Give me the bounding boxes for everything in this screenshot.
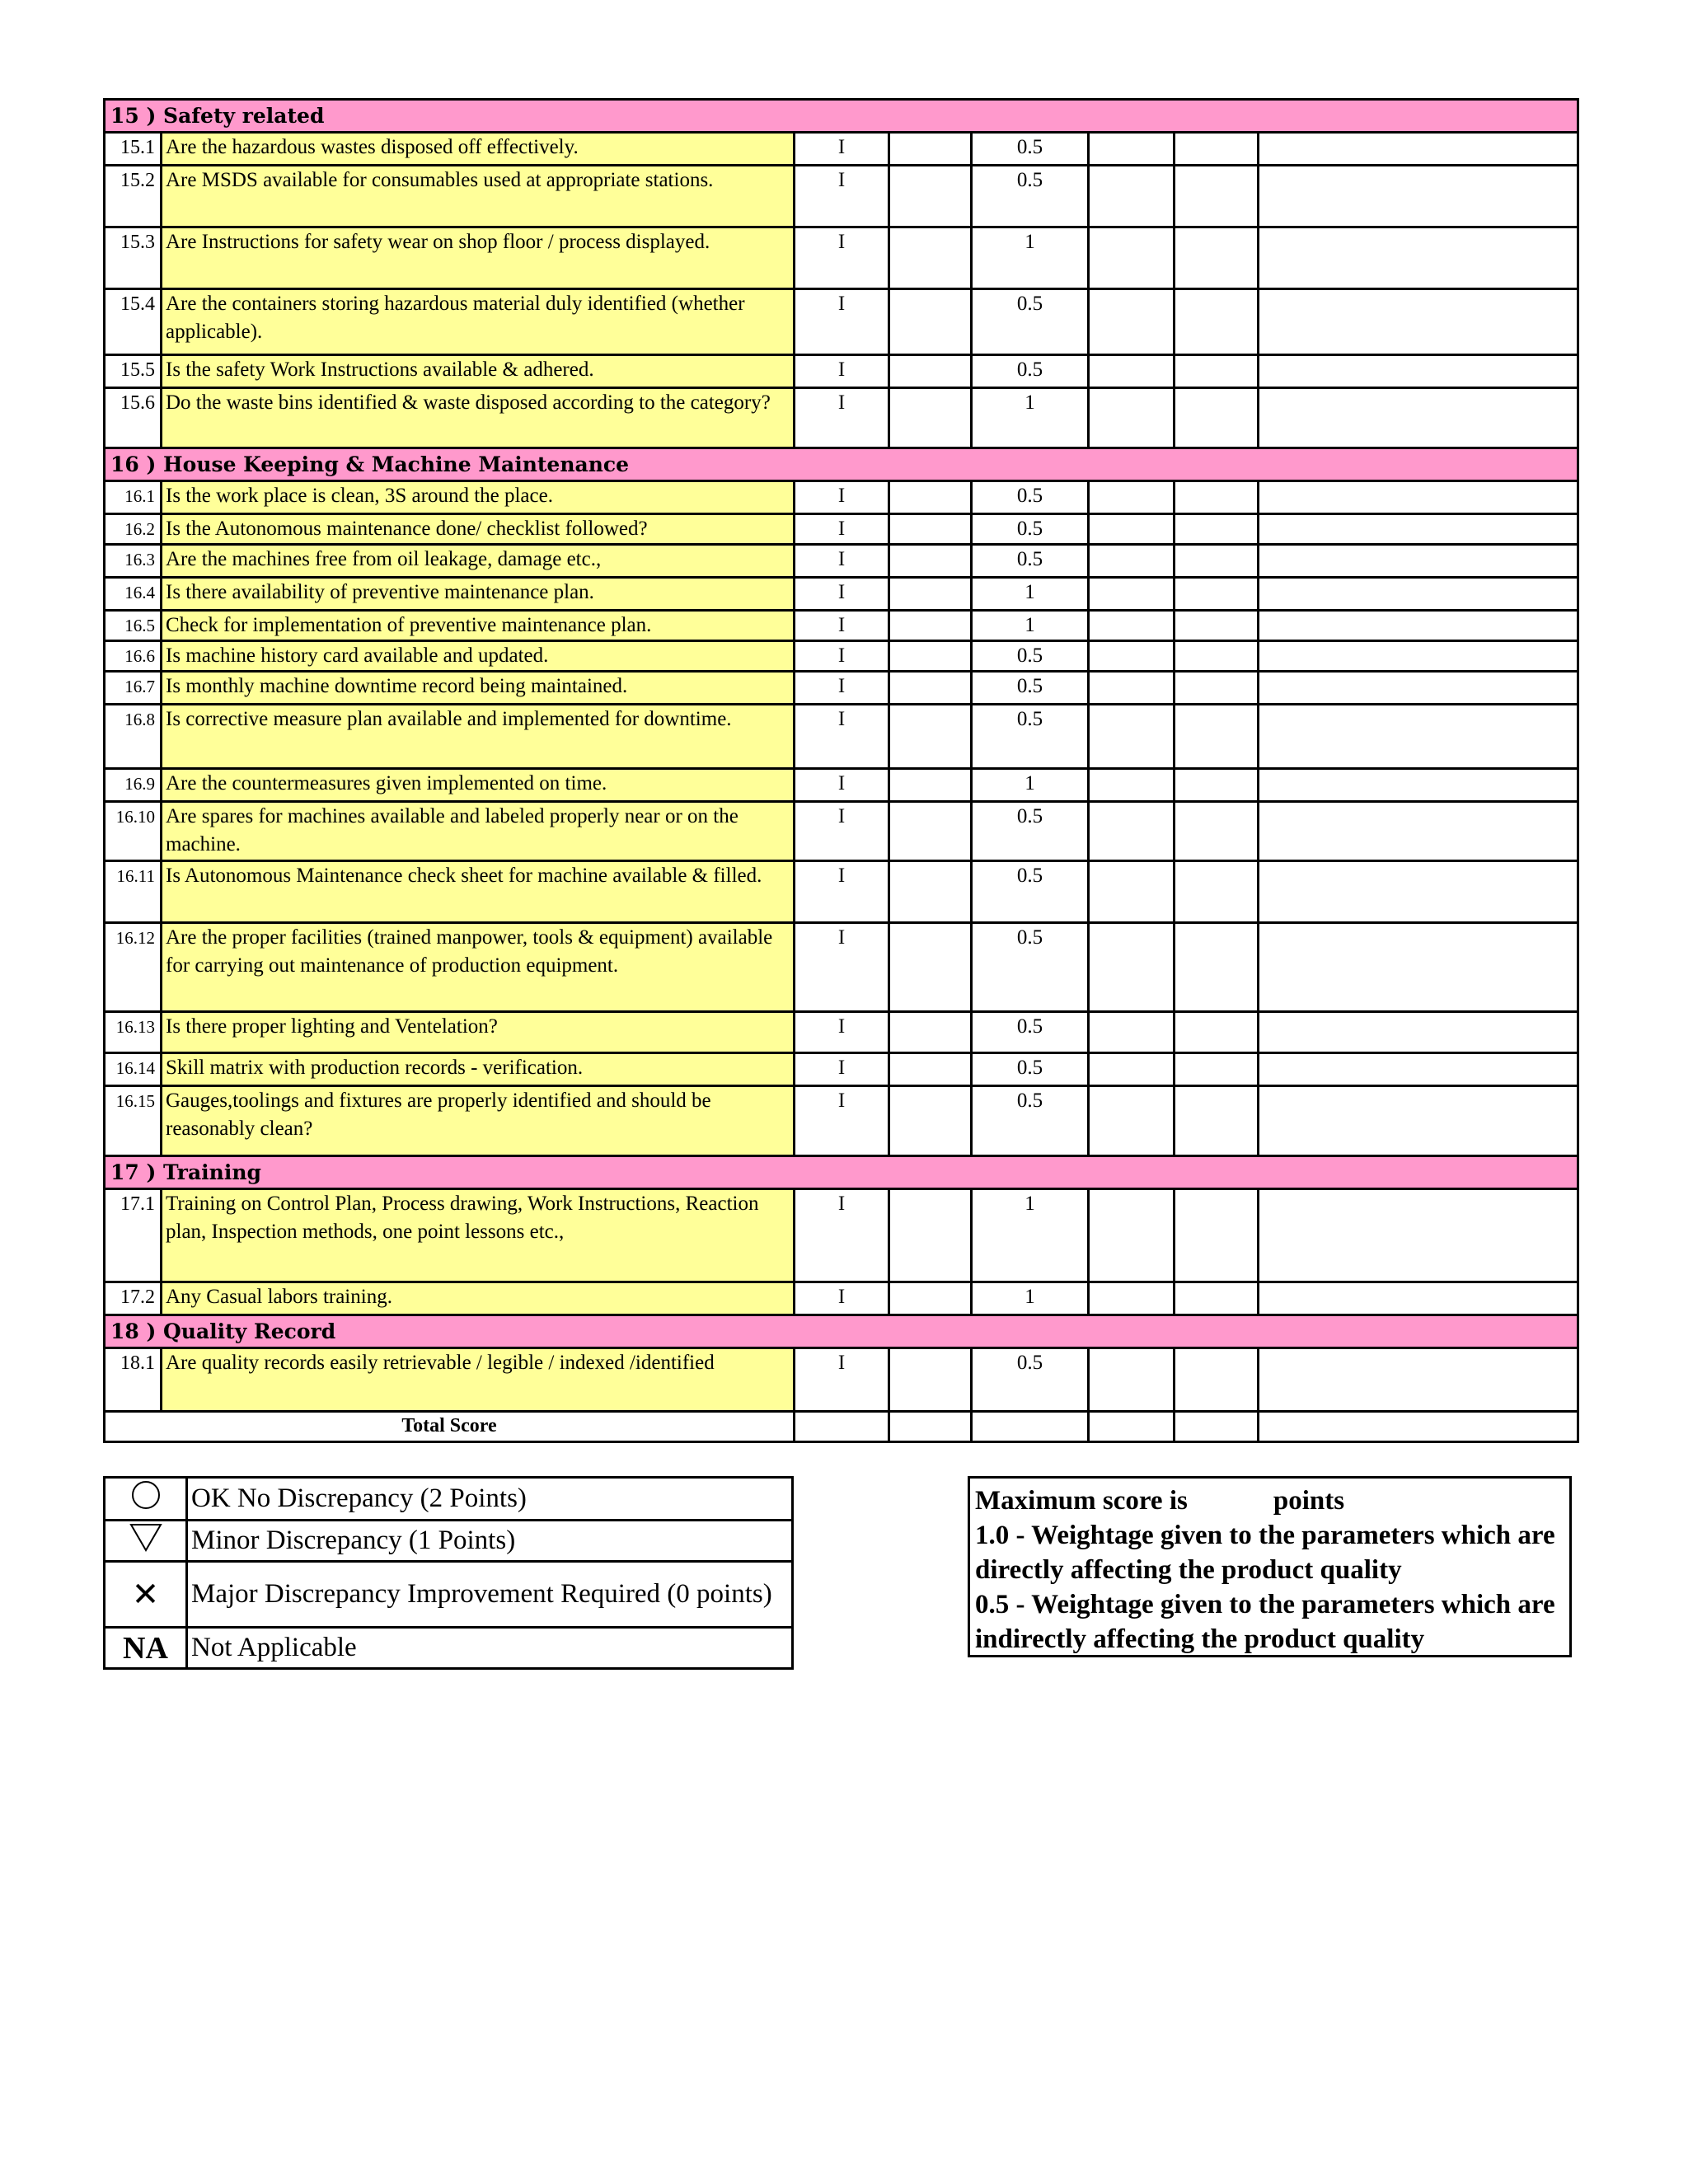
weightage: 1 xyxy=(972,769,1089,802)
question-text: Is corrective measure plan available and implemented for downtime. xyxy=(162,705,795,769)
remarks-cell xyxy=(1259,514,1578,545)
score-cell xyxy=(1175,166,1259,227)
checklist-row xyxy=(105,802,1578,861)
checklist-row xyxy=(105,1086,1578,1156)
remarks-cell xyxy=(1259,388,1578,448)
item-number: 18.1 xyxy=(105,1348,162,1412)
remarks-cell xyxy=(1259,672,1578,705)
checklist-row xyxy=(105,672,1578,705)
legend-table xyxy=(103,1476,794,1670)
blank-cell xyxy=(889,388,972,448)
item-type: I xyxy=(795,355,889,388)
item-number: 16.2 xyxy=(105,514,162,545)
score-cell xyxy=(1175,355,1259,388)
weightage: 1 xyxy=(972,1189,1089,1282)
item-type: I xyxy=(795,861,889,923)
remarks-cell xyxy=(1259,1348,1578,1412)
score-cell xyxy=(1175,923,1259,1012)
score-cell xyxy=(1175,1012,1259,1053)
weightage: 1 xyxy=(972,578,1089,611)
legend-text-major: Major Discrepancy Improvement Required (0 points) xyxy=(187,1562,793,1628)
circle-icon xyxy=(105,1478,187,1521)
question-text: Training on Control Plan, Process drawing, Work Instructions, Reaction plan, Inspection methods, one point lessons etc., xyxy=(162,1189,795,1282)
score-cell xyxy=(1175,481,1259,514)
section-header-row xyxy=(105,448,1578,481)
item-type: I xyxy=(795,545,889,578)
score-cell xyxy=(1175,578,1259,611)
item-number: 16.15 xyxy=(105,1086,162,1156)
section-header-row xyxy=(105,1315,1578,1348)
question-text: Is machine history card available and updated. xyxy=(162,641,795,672)
blank-cell xyxy=(889,802,972,861)
weightage: 0.5 xyxy=(972,133,1089,166)
remarks-cell xyxy=(1259,355,1578,388)
question-text: Is there availability of preventive maintenance plan. xyxy=(162,578,795,611)
blank-cell xyxy=(889,514,972,545)
score-cell xyxy=(1089,1282,1175,1315)
max-score-prefix: Maximum score is xyxy=(975,1486,1188,1516)
section-title: 17 ) Training xyxy=(105,1156,1578,1189)
blank-cell xyxy=(889,769,972,802)
item-type: I xyxy=(795,923,889,1012)
score-cell xyxy=(1089,611,1175,641)
item-number: 16.5 xyxy=(105,611,162,641)
checklist-row xyxy=(105,514,1578,545)
checklist-row xyxy=(105,923,1578,1012)
item-number: 15.6 xyxy=(105,388,162,448)
remarks-cell xyxy=(1259,227,1578,289)
checklist-row xyxy=(105,1053,1578,1086)
question-text: Are the containers storing hazardous material duly identified (whether applicable). xyxy=(162,289,795,355)
weightage-note-direct: 1.0 - Weightage given to the parameters which are directly affecting the product quality xyxy=(975,1521,1555,1585)
item-number: 16.13 xyxy=(105,1012,162,1053)
score-cell xyxy=(1089,133,1175,166)
remarks-cell xyxy=(1259,1053,1578,1086)
item-number: 16.7 xyxy=(105,672,162,705)
weightage: 1 xyxy=(972,388,1089,448)
checklist-row xyxy=(105,166,1578,227)
max-score-suffix: points xyxy=(1273,1486,1345,1516)
blank-cell xyxy=(889,289,972,355)
score-cell xyxy=(1175,705,1259,769)
checklist-row xyxy=(105,227,1578,289)
weightage-note-indirect: 0.5 - Weightage given to the parameters which are indirectly affecting the product quality xyxy=(975,1590,1555,1654)
item-number: 16.6 xyxy=(105,641,162,672)
blank-cell xyxy=(889,705,972,769)
blank-cell xyxy=(889,1053,972,1086)
legend-row-minor xyxy=(105,1521,793,1562)
item-type: I xyxy=(795,1086,889,1156)
remarks-cell xyxy=(1259,611,1578,641)
item-type: I xyxy=(795,1282,889,1315)
max-score-line xyxy=(975,1483,1569,1518)
question-text: Are the countermeasures given implemented on time. xyxy=(162,769,795,802)
remarks-cell xyxy=(1259,578,1578,611)
total-cell xyxy=(795,1412,889,1442)
blank-cell xyxy=(889,1282,972,1315)
score-cell xyxy=(1175,611,1259,641)
blank-cell xyxy=(889,861,972,923)
score-cell xyxy=(1089,641,1175,672)
triangle-down-icon xyxy=(105,1521,187,1562)
item-type: I xyxy=(795,611,889,641)
question-text: Is the Autonomous maintenance done/ checklist followed? xyxy=(162,514,795,545)
score-cell xyxy=(1089,227,1175,289)
item-number: 16.12 xyxy=(105,923,162,1012)
score-cell xyxy=(1089,388,1175,448)
item-number: 16.3 xyxy=(105,545,162,578)
question-text: Are spares for machines available and labeled properly near or on the machine. xyxy=(162,802,795,861)
legend-text-na: Not Applicable xyxy=(187,1628,793,1669)
item-type: I xyxy=(795,672,889,705)
weightage: 0.5 xyxy=(972,672,1089,705)
remarks-cell xyxy=(1259,133,1578,166)
blank-cell xyxy=(889,578,972,611)
score-cell xyxy=(1089,1086,1175,1156)
checklist-row xyxy=(105,481,1578,514)
item-type: I xyxy=(795,388,889,448)
legend-row-ok xyxy=(105,1478,793,1521)
item-number: 15.3 xyxy=(105,227,162,289)
item-number: 16.11 xyxy=(105,861,162,923)
weightage: 0.5 xyxy=(972,166,1089,227)
item-number: 16.1 xyxy=(105,481,162,514)
item-type: I xyxy=(795,641,889,672)
remarks-cell xyxy=(1259,1282,1578,1315)
item-number: 15.1 xyxy=(105,133,162,166)
item-number: 16.10 xyxy=(105,802,162,861)
weightage: 0.5 xyxy=(972,481,1089,514)
question-text: Skill matrix with production records - verification. xyxy=(162,1053,795,1086)
remarks-cell xyxy=(1259,545,1578,578)
item-number: 16.8 xyxy=(105,705,162,769)
remarks-cell xyxy=(1259,705,1578,769)
score-cell xyxy=(1089,481,1175,514)
item-number: 15.5 xyxy=(105,355,162,388)
item-type: I xyxy=(795,705,889,769)
total-cell xyxy=(1089,1412,1175,1442)
item-number: 16.9 xyxy=(105,769,162,802)
question-text: Is the work place is clean, 3S around the place. xyxy=(162,481,795,514)
blank-cell xyxy=(889,1189,972,1282)
item-type: I xyxy=(795,802,889,861)
remarks-cell xyxy=(1259,1012,1578,1053)
checklist-row xyxy=(105,611,1578,641)
blank-cell xyxy=(889,1086,972,1156)
remarks-cell xyxy=(1259,802,1578,861)
scoring-notes-box xyxy=(968,1476,1572,1657)
remarks-cell xyxy=(1259,769,1578,802)
section-header-row xyxy=(105,1156,1578,1189)
item-number: 15.4 xyxy=(105,289,162,355)
item-type: I xyxy=(795,578,889,611)
blank-cell xyxy=(889,611,972,641)
remarks-cell xyxy=(1259,1189,1578,1282)
score-cell xyxy=(1089,1348,1175,1412)
item-type: I xyxy=(795,1012,889,1053)
question-text: Are the proper facilities (trained manpower, tools & equipment) available for carrying out maintenance of production equipment. xyxy=(162,923,795,1012)
weightage: 0.5 xyxy=(972,923,1089,1012)
score-cell xyxy=(1175,641,1259,672)
weightage: 0.5 xyxy=(972,1012,1089,1053)
score-cell xyxy=(1175,769,1259,802)
item-number: 16.4 xyxy=(105,578,162,611)
question-text: Is Autonomous Maintenance check sheet for machine available & filled. xyxy=(162,861,795,923)
score-cell xyxy=(1089,1189,1175,1282)
total-cell xyxy=(1175,1412,1259,1442)
question-text: Are the hazardous wastes disposed off effectively. xyxy=(162,133,795,166)
score-cell xyxy=(1089,1012,1175,1053)
item-type: I xyxy=(795,769,889,802)
remarks-cell xyxy=(1259,641,1578,672)
checklist-row xyxy=(105,1348,1578,1412)
weightage: 0.5 xyxy=(972,545,1089,578)
audit-checklist-table xyxy=(103,98,1579,1443)
section-header-row xyxy=(105,100,1578,133)
question-text: Are Instructions for safety wear on shop floor / process displayed. xyxy=(162,227,795,289)
weightage: 0.5 xyxy=(972,1086,1089,1156)
weightage: 0.5 xyxy=(972,861,1089,923)
score-cell xyxy=(1175,133,1259,166)
remarks-cell xyxy=(1259,1086,1578,1156)
checklist-row xyxy=(105,705,1578,769)
question-text: Are MSDS available for consumables used at appropriate stations. xyxy=(162,166,795,227)
checklist-row xyxy=(105,355,1578,388)
score-cell xyxy=(1175,672,1259,705)
item-type: I xyxy=(795,166,889,227)
remarks-cell xyxy=(1259,923,1578,1012)
score-cell xyxy=(1175,545,1259,578)
item-type: I xyxy=(795,481,889,514)
legend-text-minor: Minor Discrepancy (1 Points) xyxy=(187,1521,793,1562)
score-cell xyxy=(1175,388,1259,448)
score-cell xyxy=(1089,769,1175,802)
weightage: 0.5 xyxy=(972,289,1089,355)
blank-cell xyxy=(889,672,972,705)
checklist-row xyxy=(105,388,1578,448)
question-text: Are quality records easily retrievable / legible / indexed /identified xyxy=(162,1348,795,1412)
score-cell xyxy=(1175,1086,1259,1156)
blank-cell xyxy=(889,923,972,1012)
total-score-row xyxy=(105,1412,1578,1442)
total-cell xyxy=(889,1412,972,1442)
item-number: 17.2 xyxy=(105,1282,162,1315)
audit-table-body xyxy=(105,100,1578,1442)
question-text: Is monthly machine downtime record being maintained. xyxy=(162,672,795,705)
question-text: Are the machines free from oil leakage, damage etc., xyxy=(162,545,795,578)
score-cell xyxy=(1089,923,1175,1012)
checklist-row xyxy=(105,1282,1578,1315)
weightage: 1 xyxy=(972,227,1089,289)
weightage: 1 xyxy=(972,611,1089,641)
score-cell xyxy=(1089,514,1175,545)
score-cell xyxy=(1175,861,1259,923)
weightage: 0.5 xyxy=(972,705,1089,769)
blank-cell xyxy=(889,166,972,227)
question-text: Do the waste bins identified & waste disposed according to the category? xyxy=(162,388,795,448)
weightage: 0.5 xyxy=(972,802,1089,861)
checklist-row xyxy=(105,641,1578,672)
blank-cell xyxy=(889,133,972,166)
item-type: I xyxy=(795,1053,889,1086)
blank-cell xyxy=(889,481,972,514)
legend-row-major xyxy=(105,1562,793,1628)
item-type: I xyxy=(795,1189,889,1282)
checklist-row xyxy=(105,289,1578,355)
score-cell xyxy=(1175,1189,1259,1282)
blank-cell xyxy=(889,641,972,672)
checklist-row xyxy=(105,545,1578,578)
total-score-label: Total Score xyxy=(105,1412,795,1442)
item-number: 17.1 xyxy=(105,1189,162,1282)
remarks-cell xyxy=(1259,166,1578,227)
score-cell xyxy=(1175,1282,1259,1315)
item-type: I xyxy=(795,133,889,166)
score-cell xyxy=(1089,578,1175,611)
blank-cell xyxy=(889,1348,972,1412)
item-number: 16.14 xyxy=(105,1053,162,1086)
score-cell xyxy=(1175,1053,1259,1086)
weightage: 0.5 xyxy=(972,514,1089,545)
score-cell xyxy=(1089,166,1175,227)
section-title: 15 ) Safety related xyxy=(105,100,1578,133)
blank-cell xyxy=(889,545,972,578)
section-title: 18 ) Quality Record xyxy=(105,1315,1578,1348)
score-cell xyxy=(1089,289,1175,355)
score-cell xyxy=(1089,672,1175,705)
total-cell xyxy=(1259,1412,1578,1442)
checklist-row xyxy=(105,1189,1578,1282)
score-cell xyxy=(1089,355,1175,388)
checklist-row xyxy=(105,769,1578,802)
score-cell xyxy=(1089,861,1175,923)
score-cell xyxy=(1175,514,1259,545)
weightage: 0.5 xyxy=(972,1053,1089,1086)
item-type: I xyxy=(795,514,889,545)
total-cell xyxy=(972,1412,1089,1442)
weightage: 0.5 xyxy=(972,641,1089,672)
question-text: Is there proper lighting and Ventelation? xyxy=(162,1012,795,1053)
score-cell xyxy=(1089,705,1175,769)
na-symbol: NA xyxy=(123,1630,168,1666)
weightage: 0.5 xyxy=(972,355,1089,388)
checklist-row xyxy=(105,861,1578,923)
question-text: Gauges,toolings and fixtures are properly identified and should be reasonably clean? xyxy=(162,1086,795,1156)
score-cell xyxy=(1175,289,1259,355)
score-cell xyxy=(1175,1348,1259,1412)
question-text: Is the safety Work Instructions available & adhered. xyxy=(162,355,795,388)
checklist-row xyxy=(105,1012,1578,1053)
section-title: 16 ) House Keeping & Machine Maintenance xyxy=(105,448,1578,481)
item-type: I xyxy=(795,227,889,289)
question-text: Check for implementation of preventive maintenance plan. xyxy=(162,611,795,641)
item-type: I xyxy=(795,289,889,355)
remarks-cell xyxy=(1259,861,1578,923)
score-cell xyxy=(1089,802,1175,861)
legend-text-ok: OK No Discrepancy (2 Points) xyxy=(187,1478,793,1521)
blank-cell xyxy=(889,1012,972,1053)
question-text: Any Casual labors training. xyxy=(162,1282,795,1315)
item-type: I xyxy=(795,1348,889,1412)
weightage: 0.5 xyxy=(972,1348,1089,1412)
blank-cell xyxy=(889,227,972,289)
score-cell xyxy=(1175,227,1259,289)
blank-cell xyxy=(889,355,972,388)
legend-row-na xyxy=(105,1628,793,1669)
score-cell xyxy=(1089,1053,1175,1086)
item-number: 15.2 xyxy=(105,166,162,227)
checklist-row xyxy=(105,133,1578,166)
remarks-cell xyxy=(1259,481,1578,514)
score-cell xyxy=(1089,545,1175,578)
weightage: 1 xyxy=(972,1282,1089,1315)
cross-icon: ✕ xyxy=(131,1575,160,1614)
remarks-cell xyxy=(1259,289,1578,355)
score-cell xyxy=(1175,802,1259,861)
checklist-row xyxy=(105,578,1578,611)
